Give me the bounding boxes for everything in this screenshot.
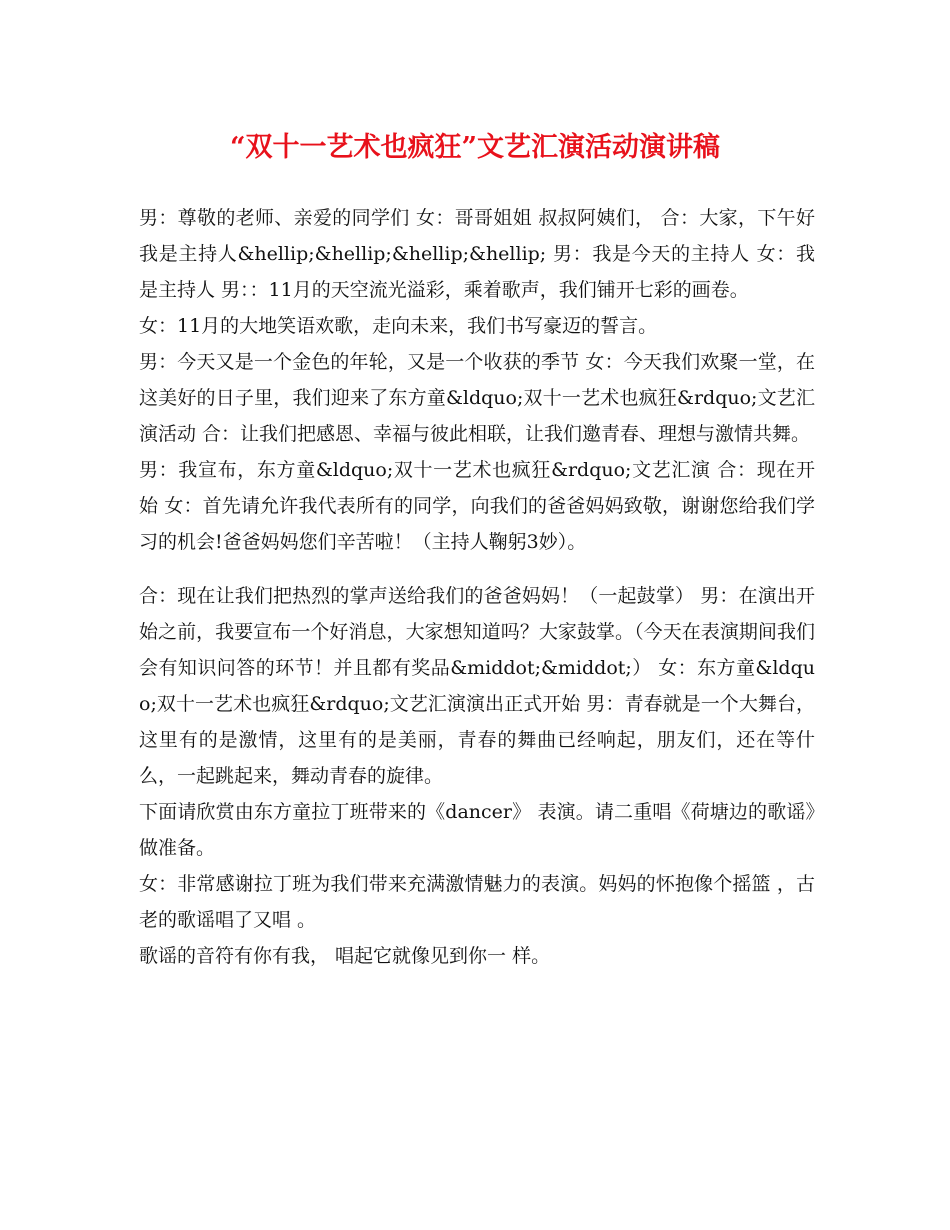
paragraph: 男：我宣布，东方童&ldquo;双十一艺术也疯狂&rdquo;文艺汇演 合：现在开始 女：首先请允许我代表所有的同学，向我们的爸爸妈妈致敬，谢谢您给我们学习的机会!爸爸妈妈您们辛苦啦！（主持人鞠躬3妙）。 <box>139 459 815 553</box>
paragraph: 合：现在让我们把热烈的掌声送给我们的爸爸妈妈！（一起鼓掌） 男：在演出开始之前，我要宣布一个好消息，大家想知道吗？大家鼓掌。（今天在表演期间我们会有知识问答的环节！并且都有奖品&middot;&middot;） 女：东方童&ldquo;双十一艺术也疯狂&rdquo;文艺汇演演出正式开始 男：青春就是一个大舞台，这里有的是激情，这里有的是美丽，青春的舞曲已经响起，朋友们，还在等什么，一起跳起来，舞动青春的旋律。 <box>139 585 815 787</box>
paragraph: 下面请欣赏由东方童拉丁班带来的《dancer》 表演。请二重唱《荷塘边的歌谣》做准备。 <box>139 801 815 859</box>
document-title: “双十一艺术也疯狂”文艺汇演活动演讲稿 <box>229 132 721 163</box>
paragraph: 歌谣的音符有你有我， 唱起它就像见到你一 样。 <box>139 945 551 967</box>
paragraph: 男：尊敬的老师、亲爱的同学们 女：哥哥姐姐 叔叔阿姨们， 合：大家，下午好 我是主持人&hellip;&hellip;&hellip;&hellip; 男：我是今天的主持人 女：我是主持人 男：：11月的天空流光溢彩，乘着歌声，我们铺开七彩的画卷。 <box>139 207 815 301</box>
document-body <box>139 200 815 974</box>
paragraph: 男：今天又是一个金色的年轮，又是一个收获的季节 女：今天我们欢聚一堂，在这美好的日子里，我们迎来了东方童&ldquo;双十一艺术也疯狂&rdquo;文艺汇演活动 合：让我们把感恩、幸福与彼此相联，让我们邀青春、理想与激情共舞。 <box>139 351 815 445</box>
paragraph: 女：非常感谢拉丁班为我们带来充满激情魅力的表演。妈妈的怀抱像个摇篮 ，古老的歌谣唱了又唱 。 <box>139 873 815 931</box>
paragraph: 女：11月的大地笑语欢歌，走向未来，我们书写豪迈的誓言。 <box>139 315 658 337</box>
